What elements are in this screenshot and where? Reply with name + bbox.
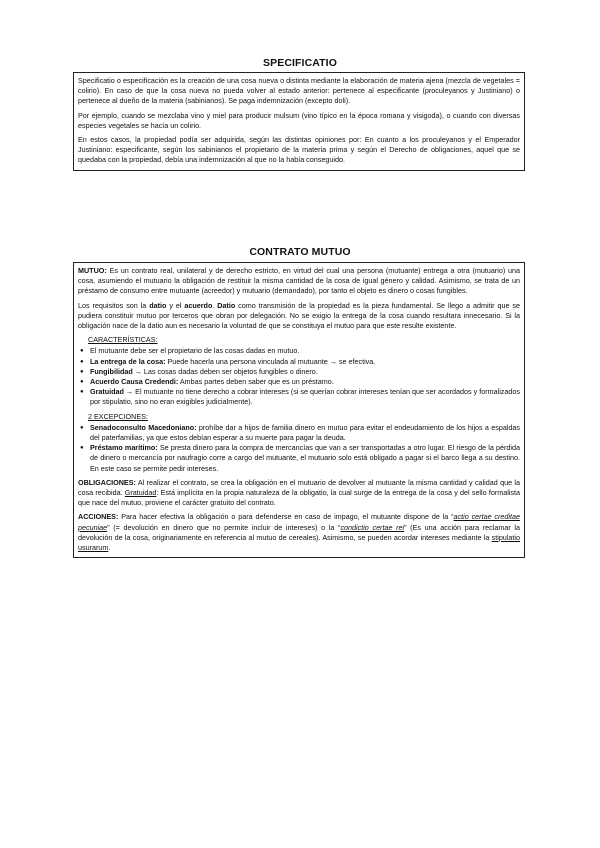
list-item bbox=[78, 367, 520, 377]
acciones-text-1: Para hacer efectiva la obligación o para defenderse en caso de impago, el mutuante dispone de la “ bbox=[118, 512, 454, 522]
requisitos-text-4: como transmisión de la propiedad es la pieza fundamental. Se llego a admitir que se pudiera constituir mutuo por terceros que obran por delegación. No se exigio la entrega de la cosa cuando resultara innecesario. Si la obligación nace de la datio aun es necesario la voluntad de que se constituya el mutuo para que este resulte existente. bbox=[78, 300, 520, 331]
requisitos-text-1: Los requisitos son la bbox=[78, 300, 150, 310]
acciones-text-2: ” (= devolución en dinero que no permite incluir de intereses) o la “ bbox=[107, 522, 341, 532]
obligaciones-paragraph bbox=[78, 478, 520, 509]
acciones-actio: actio certae creditae pecuniae bbox=[78, 512, 520, 532]
list-item-text: Las cosas dadas deben ser objetos fungibles o dinero. bbox=[141, 366, 318, 376]
requisitos-datio: datio bbox=[149, 300, 167, 310]
list-item bbox=[78, 387, 520, 407]
list-item-text: Se presta dinero para la compra de mercancías que van a ser transportadas a otro lugar. El riesgo de la pérdida de dinero o mercancía por naufragio corre a cargo del mutuante, el mutuario solo está obligado a pagar si el barco llega a su destino. En este caso se permite pedir intereses. bbox=[90, 443, 520, 473]
contrato-mutuo-box bbox=[73, 262, 525, 558]
list-item bbox=[78, 423, 520, 443]
specificatio-box bbox=[73, 72, 525, 171]
list-item-label: Préstamo marítimo: bbox=[90, 443, 158, 453]
obligaciones-gratuidad: Gratuidad bbox=[124, 488, 157, 498]
excepciones-heading: 2 EXCEPCIONES: bbox=[88, 411, 148, 421]
acciones-text-4: . bbox=[108, 543, 111, 553]
list-item-text: Puede hacerla una persona vinculada al mutuante → se efectiva. bbox=[165, 356, 376, 366]
acciones-text-3: ” (Es una acción para reclamar la devolución de la cosa, originariamente en referencia al mutuo de cereales). Asimismo, se pueden acordar intereses mediante la bbox=[78, 522, 520, 542]
acciones-stipulatio: stipulatio usurarum bbox=[78, 532, 520, 553]
list-item-label: La entrega de la cosa: bbox=[90, 356, 166, 366]
specificatio-paragraph-1: Specificatio o especificación es la creación de una cosa nueva o distinta mediante la elaboración de materia ajena (mezcla de vegetales = colirio). En caso de que la cosa nueva no pueda volver al estado anterior: pertenece al especificante (proculeyanos y Justiniano) o pertenece al dueño de la materia (sabinianos). Se paga indemnización (excepto doli). bbox=[78, 76, 520, 106]
requisitos-paragraph bbox=[78, 301, 520, 332]
section-title-contrato-mutuo: CONTRATO MUTUO bbox=[249, 246, 351, 258]
requisitos-acuerdo: acuerdo bbox=[184, 300, 213, 310]
acciones-paragraph bbox=[78, 512, 520, 553]
list-item-label: Fungibilidad → bbox=[90, 366, 142, 376]
list-item bbox=[78, 357, 520, 367]
requisitos-text-2: y el bbox=[166, 300, 185, 310]
list-item-text: El mutuante no tiene derecho a cobrar intereses (si se querían cobrar intereses tenían que ser acordados y formalizados por stipulatio, sino no eran exigibles judicialmente). bbox=[90, 387, 520, 407]
list-item-text: El mutuante debe ser el propietario de las cosas dadas en mutuo. bbox=[90, 346, 300, 356]
obligaciones-label: OBLIGACIONES: bbox=[78, 477, 136, 487]
list-item-text: Ambas partes deben saber que es un préstamo. bbox=[178, 377, 334, 387]
list-item-label: Acuerdo Causa Credendi: bbox=[90, 377, 179, 387]
mutuo-text: Es un contrato real, unilateral y de derecho estricto, en virtud del cual una persona (mutuante) entrega a otra (mutuario) una cosa, asumiendo el mutuario la obligación de restituir la misma cantidad de la cosa de igual género y calidad. Asimismo, se trata de un préstamo de consumo entre mutuante (acreedor) y mutuario (demandado), por tanto el objeto es dinero o cosas fungibles. bbox=[78, 266, 520, 296]
list-item-text: prohíbe dar a hijos de familia dinero en mutuo para evitar el endeudamiento de los hijos a espaldas del paterfamilias, ya que estos debían esperar a su muerte para pagar la deuda. bbox=[90, 422, 520, 443]
list-item bbox=[78, 346, 520, 356]
acciones-label: ACCIONES: bbox=[78, 512, 119, 522]
section-title-specificatio: SPECIFICATIO bbox=[263, 57, 337, 69]
caracteristicas-list bbox=[78, 346, 520, 407]
list-item-label: Senadoconsulto Macedoniano: bbox=[90, 422, 197, 432]
list-item bbox=[78, 443, 520, 474]
list-item-label: Gratuidad → bbox=[90, 387, 134, 397]
mutuo-paragraph bbox=[78, 266, 520, 297]
specificatio-paragraph-3: En estos casos, la propiedad podía ser adquirida, según las distintas opiniones por: En cuanto a los proculeyanos y el Emperador Justiniano: especificante, según los sabinianos el propietario de la materia prima y según el Derecho de obligaciones, aquel que se quedaba con la propiedad, debía una indemnización al que no la había conseguido. bbox=[78, 135, 520, 165]
specificatio-paragraph-2: Por ejemplo, cuando se mezclaba vino y miel para producir mulsum (vino típico en la época romana y visigoda), o cuando con diversas especies vegetales se hacía un colirio. bbox=[78, 110, 520, 130]
obligaciones-text-1: Al realizar el contrato, se crea la obligación en el mutuario de devolver al mutuante la misma cantidad y calidad que la cosa recibida. bbox=[78, 477, 520, 498]
obligaciones-text-2: : Está implícita en la propia naturaleza de la obligatio, la cual surge de la entrega de la cosa y del sello formalista que nace del mutuo, proviene el carácter gratuito del contrato. bbox=[78, 488, 520, 508]
mutuo-label: MUTUO: bbox=[78, 266, 107, 275]
acciones-condictio: condictio certae rei bbox=[340, 522, 405, 532]
caracteristicas-heading: CARACTERÍSTICAS: bbox=[88, 335, 158, 345]
list-item bbox=[78, 377, 520, 387]
requisitos-datio-2: Datio bbox=[217, 300, 236, 310]
requisitos-text-3: . bbox=[212, 300, 218, 310]
excepciones-list bbox=[78, 423, 520, 474]
